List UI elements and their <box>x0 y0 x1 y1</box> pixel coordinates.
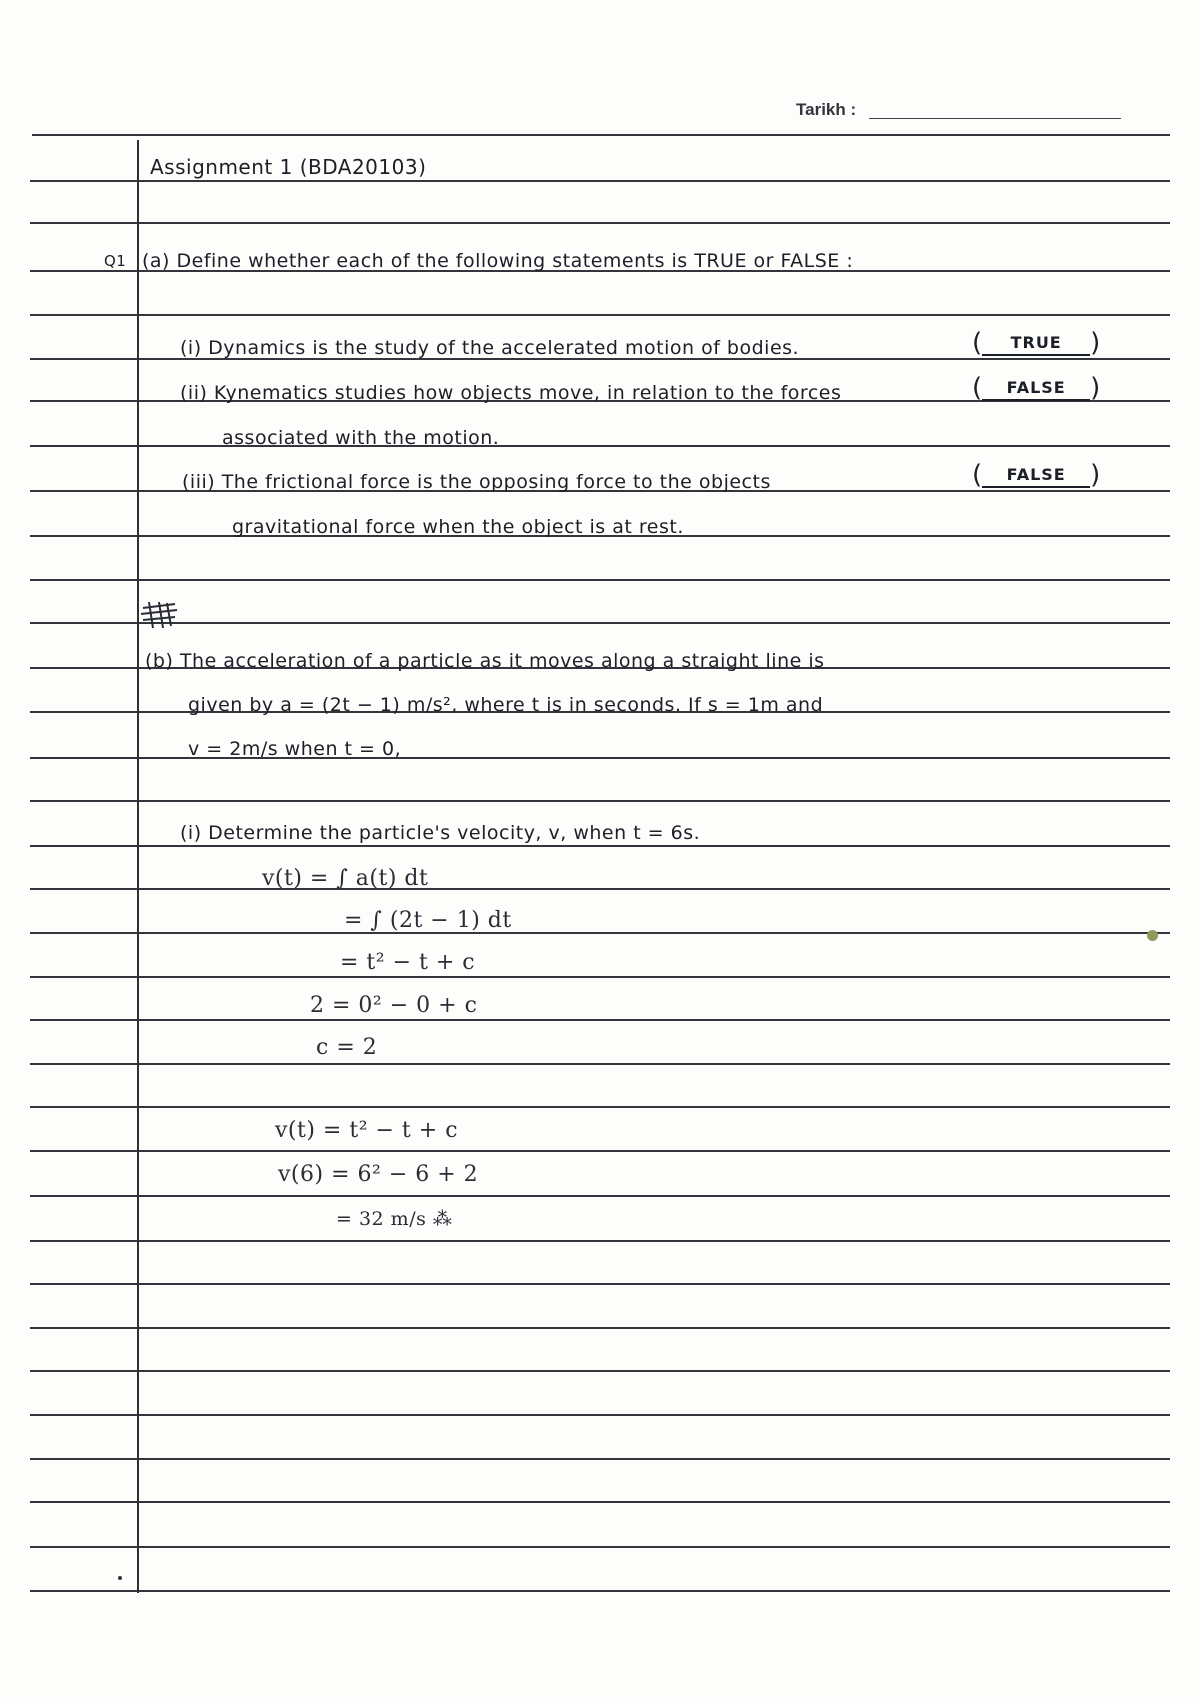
working-line-7: v(6) = 6² − 6 + 2 <box>278 1162 479 1187</box>
margin-line <box>137 140 139 1593</box>
statement-2-text: (ii) Kynematics studies how objects move, in relation to the forces <box>180 382 842 404</box>
working-line-6: v(t) = t² − t + c <box>275 1118 459 1143</box>
ruled-line <box>30 622 1170 624</box>
tarikh-label: Tarikh : <box>796 100 857 119</box>
ruled-line <box>30 1063 1170 1065</box>
ruled-line <box>30 314 1170 316</box>
ruled-line <box>30 1414 1170 1416</box>
ruled-line <box>30 1019 1170 1021</box>
statement-2-answer-box: ( FALSE ) <box>972 373 1101 403</box>
working-line-4: 2 = 0² − 0 + c <box>310 993 478 1018</box>
ruled-line <box>30 1195 1170 1197</box>
final-answer: = 32 m/s ⁂ <box>336 1208 453 1230</box>
ruled-line <box>30 180 1170 182</box>
statement-1-answer: TRUE <box>982 333 1090 356</box>
statement-2-continuation: associated with the motion. <box>222 427 500 449</box>
statement-2-answer: FALSE <box>982 378 1090 401</box>
ruled-line <box>30 445 1170 447</box>
scribble-mark <box>139 600 181 630</box>
ruled-line <box>30 1327 1170 1329</box>
pencil-dot <box>118 1576 122 1580</box>
part-a-instruction: (a) Define whether each of the following statements is TRUE or FALSE : <box>142 250 854 272</box>
ruled-line <box>30 976 1170 978</box>
ruled-line <box>30 1106 1170 1108</box>
statement-3-answer: FALSE <box>982 465 1090 488</box>
part-b-line-2: given by a = (2t − 1) m/s², where t is in seconds. If s = 1m and <box>188 694 824 716</box>
ruled-line <box>30 845 1170 847</box>
statement-1-answer-box: ( TRUE ) <box>972 328 1101 358</box>
ruled-line <box>30 1283 1170 1285</box>
ruled-line <box>30 888 1170 890</box>
statement-3-continuation: gravitational force when the object is at rest. <box>232 516 684 538</box>
ruled-line <box>30 800 1170 802</box>
ruled-line <box>30 1590 1170 1592</box>
working-line-2: = ∫ (2t − 1) dt <box>344 908 512 933</box>
sub-question-i: (i) Determine the particle's velocity, v, when t = 6s. <box>180 822 701 844</box>
working-line-3: = t² − t + c <box>340 950 476 975</box>
ruled-line <box>30 1240 1170 1242</box>
ink-spot <box>1147 930 1158 941</box>
working-line-5: c = 2 <box>316 1035 378 1060</box>
ruled-line <box>30 1370 1170 1372</box>
ruled-line <box>30 1458 1170 1460</box>
statement-3-text: (iii) The frictional force is the opposing force to the objects <box>182 471 771 493</box>
part-b-line-3: v = 2m/s when t = 0, <box>188 738 402 760</box>
ruled-line <box>30 1546 1170 1548</box>
question-label: Q1 <box>104 252 127 270</box>
ruled-line <box>32 134 1170 136</box>
ruled-line <box>30 1150 1170 1152</box>
statement-3-answer-box: ( FALSE ) <box>972 460 1101 490</box>
part-b-line-1: (b) The acceleration of a particle as it moves along a straight line is <box>145 650 825 672</box>
tarikh-date-line <box>869 118 1121 119</box>
ruled-line <box>30 222 1170 224</box>
assignment-title: Assignment 1 (BDA20103) <box>150 155 427 179</box>
statement-1-text: (i) Dynamics is the study of the accelerated motion of bodies. <box>180 337 800 359</box>
ruled-line <box>30 1501 1170 1503</box>
ruled-line <box>30 932 1170 934</box>
working-line-1: v(t) = ∫ a(t) dt <box>262 866 429 891</box>
ruled-line <box>30 579 1170 581</box>
